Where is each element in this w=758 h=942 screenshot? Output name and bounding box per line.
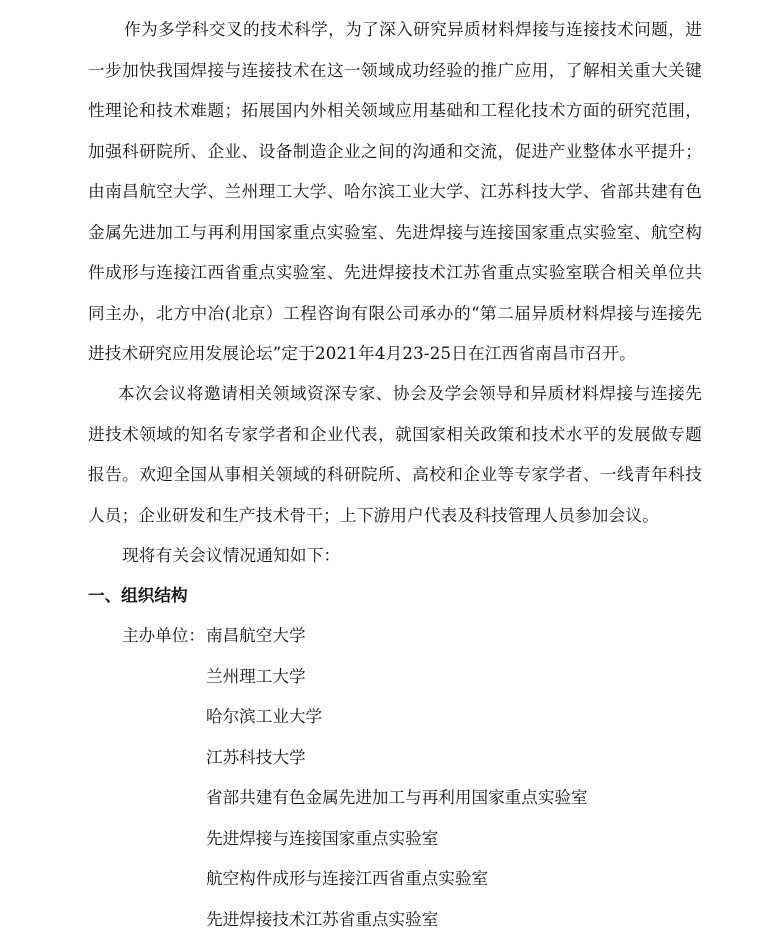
invitation-paragraph: 本次会议将邀请相关领域资深专家、协会及学会领导和异质材料焊接与连接先进技术领域的知名专家学者和企业代表，就国家相关政策和技术水平的发展做专题报告。欢迎全国从事相关领域的科研院所、高校和企业等专家学者、一线青年科技人员；企业研发和生产技术骨干；上下游用户代表及科技管理人员参加会议。	[88, 374, 702, 536]
organizer-item: 航空构件成形与连接江西省重点实验室	[206, 861, 588, 902]
notice-paragraph: 现将有关会议情况通知如下：	[122, 536, 682, 577]
organizer-item: 兰州理工大学	[206, 659, 588, 700]
section-heading: 一、组织结构	[88, 578, 188, 614]
organizer-item: 省部共建有色金属先进加工与再利用国家重点实验室	[206, 780, 588, 821]
organizer-list	[206, 618, 588, 942]
organizer-item: 哈尔滨工业大学	[206, 699, 588, 740]
organizer-item: 江苏科技大学	[206, 740, 588, 781]
organizer-item: 先进焊接与连接国家重点实验室	[206, 821, 588, 862]
organizer-label: 主办单位：	[122, 618, 205, 654]
organizer-item: 先进焊接技术江苏省重点实验室	[206, 902, 588, 942]
organizer-item: 南昌航空大学	[206, 618, 588, 659]
intro-paragraph: 作为多学科交叉的技术科学，为了深入研究异质材料焊接与连接技术问题，进一步加快我国焊接与连接技术在这一领域成功经验的推广应用，了解相关重大关键性理论和技术难题；拓展国内外相关领域应用基础和工程化技术方面的研究范围，加强科研院所、企业、设备制造企业之间的沟通和交流，促进产业整体水平提升；由南昌航空大学、兰州理工大学、哈尔滨工业大学、江苏科技大学、省部共建有色金属先进加工与再利用国家重点实验室、先进焊接与连接国家重点实验室、航空构件成形与连接江西省重点实验室、先进焊接技术江苏省重点实验室联合相关单位共同主办，北方中冶(北京）工程咨询有限公司承办的“第二届异质材料焊接与连接先进技术研究应用发展论坛”定于2021年4月23-25日在江西省南昌市召开。	[88, 10, 702, 375]
